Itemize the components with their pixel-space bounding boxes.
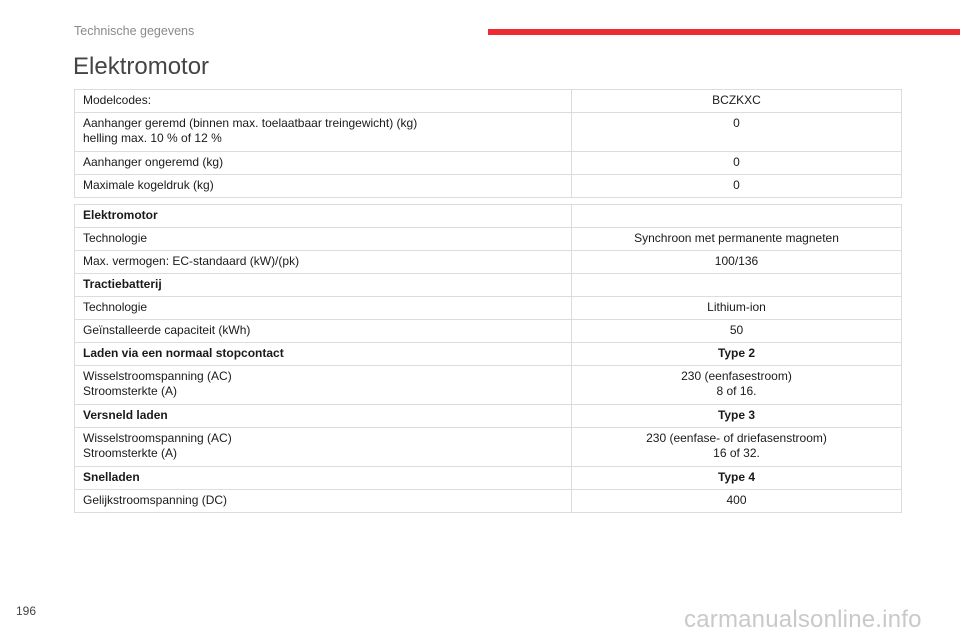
table-row [75,90,902,113]
watermark: carmanualsonline.info [684,606,922,633]
row-label: Max. vermogen: EC-standaard (kW)/(pk) [75,251,572,274]
page-number: 196 [16,604,37,618]
table-row [75,113,902,152]
table-row [75,320,902,343]
table-row [75,152,902,175]
row-label: Aanhanger ongeremd (kg) [75,152,572,175]
row-value: Type 4 [572,467,902,490]
row-value: Type 3 [572,405,902,428]
row-value: Synchroon met permanente magneten [572,228,902,251]
row-value: 400 [572,490,902,513]
header-accent-bar [488,29,960,35]
row-label: Wisselstroomspanning (AC) Stroomsterkte (A) [75,366,572,405]
table-row [75,490,902,513]
row-label: Versneld laden [75,405,572,428]
row-label: Geïnstalleerde capaciteit (kWh) [75,320,572,343]
row-label: Modelcodes: [75,90,572,113]
row-value: 0 [572,113,902,152]
row-value: Lithium-ion [572,297,902,320]
table-row [75,428,902,467]
row-value: 230 (eenfasestroom) 8 of 16. [572,366,902,405]
table-row [75,228,902,251]
row-value: BCZKXC [572,90,902,113]
row-label: Laden via een normaal stopcontact [75,343,572,366]
row-label: Gelijkstroomspanning (DC) [75,490,572,513]
table-subheader-row [75,205,902,228]
table-subheader-row [75,405,902,428]
page-title: Elektromotor [73,53,210,80]
row-value: 230 (eenfase- of driefasenstroom) 16 of 32. [572,428,902,467]
row-label: Technologie [75,228,572,251]
motor-spec-table [74,204,902,513]
table-row [75,175,902,198]
row-value: 100/136 [572,251,902,274]
row-value: 50 [572,320,902,343]
table-subheader-row [75,467,902,490]
row-label: Aanhanger geremd (binnen max. toelaatbaar treingewicht) (kg) helling max. 10 % of 12 % [75,113,572,152]
row-value: Type 2 [572,343,902,366]
table-subheader-row [75,343,902,366]
row-label: Tractiebatterij [75,274,572,297]
row-value: 0 [572,175,902,198]
table-row [75,251,902,274]
table-row [75,297,902,320]
row-value: 0 [572,152,902,175]
row-value [572,205,902,228]
table-row [75,366,902,405]
row-value [572,274,902,297]
table-subheader-row [75,274,902,297]
row-label: Maximale kogeldruk (kg) [75,175,572,198]
section-header: Technische gegevens [74,24,195,38]
row-label: Elektromotor [75,205,572,228]
row-label: Wisselstroomspanning (AC) Stroomsterkte (A) [75,428,572,467]
row-label: Snelladen [75,467,572,490]
towing-spec-table [74,89,902,198]
row-label: Technologie [75,297,572,320]
